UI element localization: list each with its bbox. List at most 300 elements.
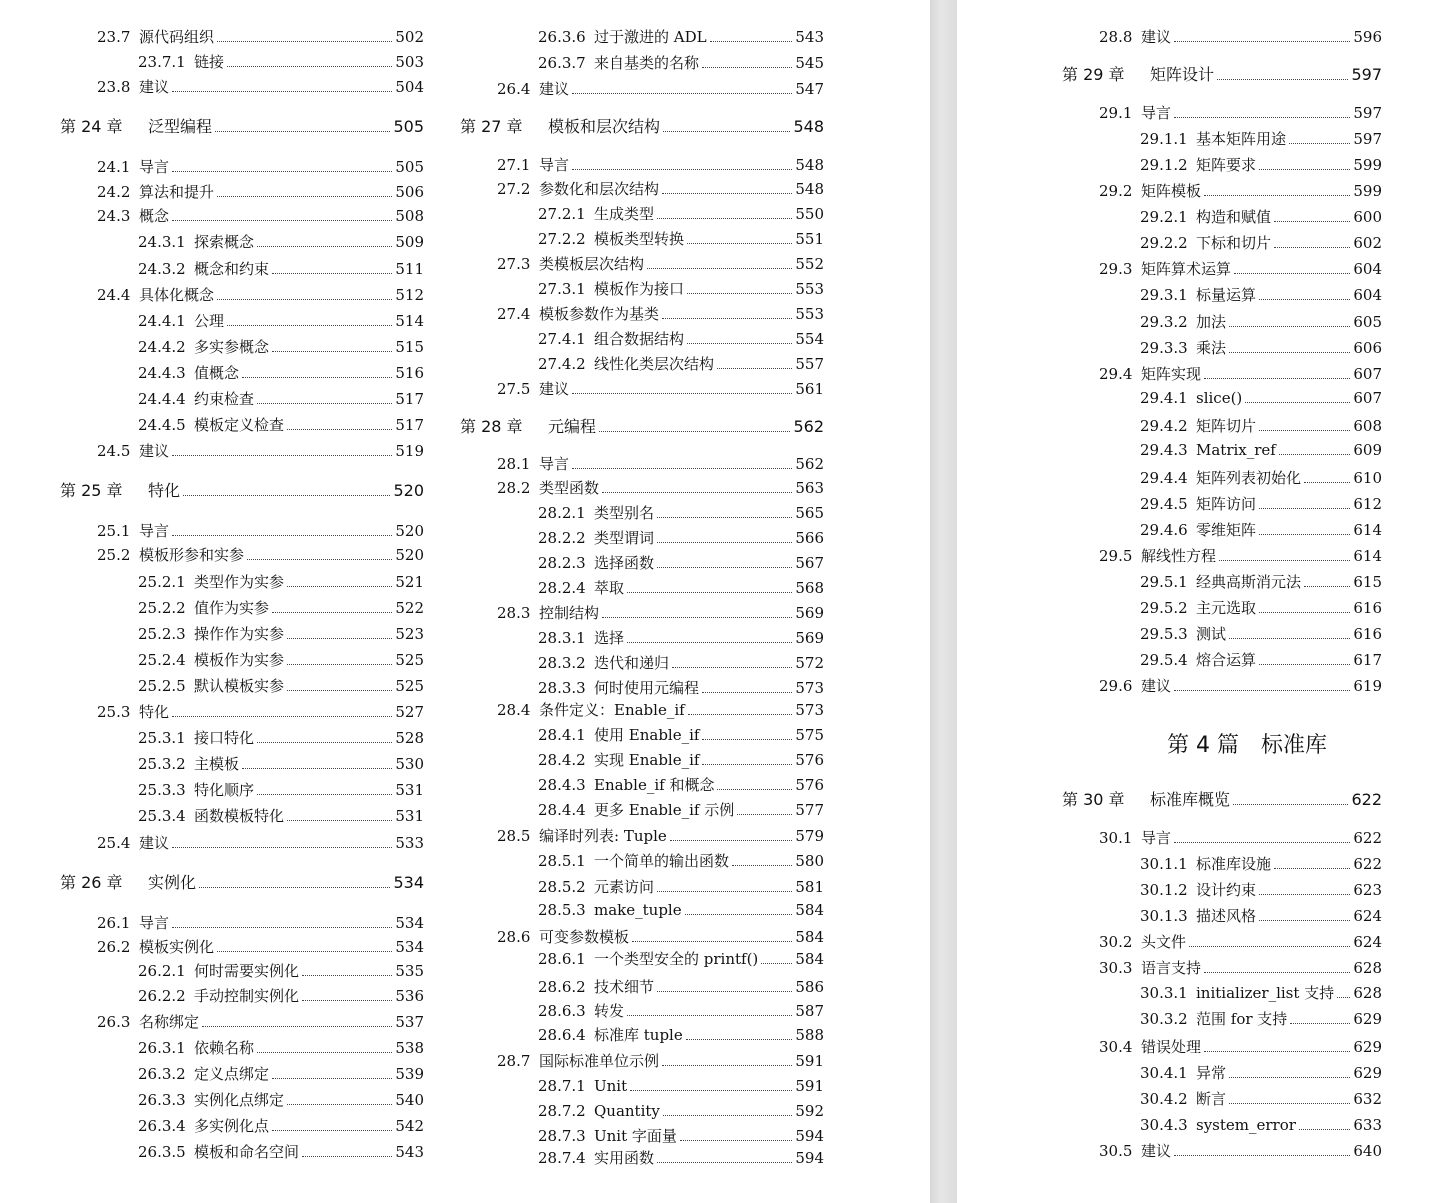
toc-section-entry[interactable] [1062, 1038, 1382, 1056]
toc-entry-number: 28.4.2 [538, 751, 586, 769]
dot-leader [302, 1156, 392, 1157]
toc-section-entry[interactable] [60, 286, 424, 304]
toc-entry-number: 28.7.1 [538, 1077, 586, 1095]
toc-entry-number: 28.2 [497, 479, 531, 497]
toc-entry-title: 名称绑定 [139, 1013, 200, 1031]
toc-entry-number: 30.1.2 [1140, 881, 1188, 899]
toc-section-entry[interactable] [1062, 208, 1382, 226]
toc-entry-number: 28.5.2 [538, 878, 586, 896]
toc-section-entry[interactable] [1062, 339, 1382, 357]
dot-leader [572, 169, 792, 170]
toc-entry-number: 29.4 [1099, 365, 1133, 383]
toc-section-entry[interactable] [60, 546, 424, 564]
dot-leader [1204, 378, 1350, 379]
toc-section-entry[interactable] [460, 878, 824, 896]
dot-leader [272, 273, 392, 274]
toc-entry-title: 导言 [139, 522, 170, 540]
toc-entry-title: 导言 [539, 156, 570, 174]
toc-page-number: 599 [1353, 156, 1382, 174]
toc-entry-title: 更多 Enable_if 示例 [594, 801, 735, 819]
toc-section-entry[interactable] [1062, 1010, 1382, 1028]
toc-entry-number: 29.5.4 [1140, 651, 1188, 669]
toc-page-number: 608 [1353, 417, 1382, 435]
dot-leader [1229, 1103, 1350, 1104]
dot-leader [247, 559, 392, 560]
toc-chapter-entry[interactable] [460, 118, 824, 136]
toc-entry-number: 30.3.2 [1140, 1010, 1188, 1028]
toc-chapter-entry[interactable] [1062, 791, 1382, 809]
toc-page-number: 508 [395, 207, 424, 225]
dot-leader [1304, 586, 1350, 587]
toc-entry-number: 28.5.1 [538, 852, 586, 870]
toc-section-entry[interactable] [1062, 469, 1382, 487]
dot-leader [1204, 195, 1350, 196]
toc-section-entry[interactable] [60, 987, 424, 1005]
toc-section-entry[interactable] [60, 625, 424, 643]
toc-entry-title: 导言 [139, 158, 170, 176]
dot-leader [687, 293, 792, 294]
toc-entry-title: 模板实例化 [139, 938, 215, 956]
toc-section-entry[interactable] [1062, 855, 1382, 873]
toc-entry-title: 模板和命名空间 [194, 1143, 300, 1161]
dot-leader [272, 351, 392, 352]
toc-section-entry[interactable] [1062, 1064, 1382, 1082]
toc-entry-number: 24.4.1 [138, 312, 186, 330]
dot-leader [627, 642, 792, 643]
toc-entry-number: 28.7.2 [538, 1102, 586, 1120]
toc-section-entry[interactable] [1062, 1142, 1382, 1160]
toc-entry-number: 24.4 [97, 286, 131, 304]
toc-chapter-entry[interactable] [60, 118, 424, 136]
toc-entry-number: 24.5 [97, 442, 131, 460]
toc-entry-title: Unit [594, 1077, 628, 1095]
toc-section-entry[interactable] [460, 255, 824, 273]
dot-leader [1274, 221, 1350, 222]
toc-page-number: 609 [1353, 441, 1382, 459]
toc-page-number: 629 [1353, 1010, 1382, 1028]
dot-leader [217, 196, 392, 197]
toc-section-entry[interactable] [460, 156, 824, 174]
dot-leader [627, 1015, 792, 1016]
toc-section-entry[interactable] [60, 183, 424, 201]
toc-section-entry[interactable] [60, 1091, 424, 1109]
toc-section-entry[interactable] [60, 677, 424, 695]
dot-leader [663, 1115, 792, 1116]
toc-section-entry[interactable] [1062, 1116, 1382, 1134]
toc-entry-number: 29.2 [1099, 182, 1133, 200]
toc-section-entry[interactable] [1062, 573, 1382, 591]
toc-chapter-entry[interactable] [60, 482, 424, 500]
toc-section-entry[interactable] [1062, 984, 1382, 1002]
toc-section-entry[interactable] [460, 901, 824, 919]
toc-page-number: 520 [395, 522, 424, 540]
toc-page-number: 531 [395, 781, 424, 799]
toc-entry-title: 条件定义：Enable_if [539, 701, 685, 719]
toc-section-entry[interactable] [460, 1102, 824, 1120]
toc-section-entry[interactable] [460, 180, 824, 198]
toc-section-entry[interactable] [460, 950, 824, 968]
toc-entry-number: 第 30 章 [1062, 790, 1125, 809]
toc-section-entry[interactable] [1062, 907, 1382, 925]
toc-entry-number: 29.5.3 [1140, 625, 1188, 643]
toc-entry-title: 矩阵设计 [1150, 65, 1215, 84]
toc-section-entry[interactable] [1062, 599, 1382, 617]
toc-section-entry[interactable] [60, 1117, 424, 1135]
dot-leader [599, 431, 790, 432]
toc-entry-number: 27.2.2 [538, 230, 586, 248]
toc-page-number: 597 [1353, 130, 1382, 148]
toc-section-entry[interactable] [460, 504, 824, 522]
toc-page-number: 504 [395, 78, 424, 96]
toc-page-number: 628 [1353, 984, 1382, 1002]
dot-leader [172, 220, 392, 221]
toc-section-entry[interactable] [60, 573, 424, 591]
toc-entry-number: 27.5 [497, 380, 531, 398]
toc-page-number: 576 [795, 776, 824, 794]
toc-section-entry[interactable] [1062, 495, 1382, 513]
toc-section-entry[interactable] [60, 338, 424, 356]
toc-page-number: 605 [1353, 313, 1382, 331]
toc-entry-number: 25.3 [97, 703, 131, 721]
toc-section-entry[interactable] [460, 305, 824, 323]
toc-entry-number: 第 29 章 [1062, 65, 1125, 84]
dot-leader [702, 67, 792, 68]
toc-page-number: 591 [795, 1077, 824, 1095]
dot-leader [172, 455, 392, 456]
toc-section-entry[interactable] [460, 1052, 824, 1070]
toc-section-entry[interactable] [1062, 417, 1382, 435]
toc-section-entry[interactable] [60, 651, 424, 669]
toc-entry-number: 28.6.2 [538, 978, 586, 996]
dot-leader [662, 193, 792, 194]
toc-section-entry[interactable] [460, 1149, 824, 1167]
toc-entry-number: 28.4.4 [538, 801, 586, 819]
toc-section-entry[interactable] [60, 442, 424, 460]
toc-entry-title: 矩阵算术运算 [1141, 260, 1232, 278]
toc-section-entry[interactable] [1062, 677, 1382, 695]
toc-page-number: 597 [1353, 104, 1382, 122]
toc-section-entry[interactable] [460, 701, 824, 719]
toc-section-entry[interactable] [60, 807, 424, 825]
toc-page-number: 502 [395, 28, 424, 46]
toc-chapter-entry[interactable] [1062, 66, 1382, 84]
toc-section-entry[interactable] [1062, 389, 1382, 407]
dot-leader [302, 975, 392, 976]
toc-page-number: 515 [395, 338, 424, 356]
toc-section-entry[interactable] [60, 914, 424, 932]
toc-section-entry[interactable] [460, 827, 824, 845]
toc-section-entry[interactable] [460, 751, 824, 769]
toc-section-entry[interactable] [460, 529, 824, 547]
toc-section-entry[interactable] [460, 579, 824, 597]
toc-page-number: 604 [1353, 260, 1382, 278]
toc-page-number: 612 [1353, 495, 1382, 513]
toc-section-entry[interactable] [60, 416, 424, 434]
toc-section-entry[interactable] [1062, 547, 1382, 565]
toc-section-entry[interactable] [60, 78, 424, 96]
toc-entry-number: 28.4 [497, 701, 531, 719]
toc-entry-title: 接口特化 [194, 729, 255, 747]
toc-entry-number: 29.2.1 [1140, 208, 1188, 226]
toc-page-number: 629 [1353, 1038, 1382, 1056]
dot-leader [1229, 638, 1350, 639]
toc-page-number: 505 [393, 117, 424, 136]
dot-leader [1259, 612, 1350, 613]
dot-leader [257, 794, 392, 795]
toc-entry-title: 元素访问 [594, 878, 655, 896]
toc-section-entry[interactable] [1062, 521, 1382, 539]
toc-section-entry[interactable] [460, 28, 824, 46]
toc-section-entry[interactable] [60, 207, 424, 225]
toc-section-entry[interactable] [460, 801, 824, 819]
dot-leader [287, 638, 392, 639]
toc-entry-number: 30.4.3 [1140, 1116, 1188, 1134]
toc-section-entry[interactable] [60, 158, 424, 176]
dot-leader [172, 91, 392, 92]
toc-section-entry[interactable] [60, 781, 424, 799]
toc-section-entry[interactable] [1062, 130, 1382, 148]
toc-entry-title: 操作作为实参 [194, 625, 285, 643]
toc-entry-number: 25.2.5 [138, 677, 186, 695]
toc-section-entry[interactable] [460, 1026, 824, 1044]
dot-leader [670, 840, 793, 841]
toc-section-entry[interactable] [460, 355, 824, 373]
toc-page-number: 628 [1353, 959, 1382, 977]
dot-leader [272, 612, 392, 613]
toc-entry-title: 技术细节 [594, 978, 655, 996]
toc-entry-number: 28.4.1 [538, 726, 586, 744]
toc-entry-title: 矩阵列表初始化 [1196, 469, 1302, 487]
toc-section-entry[interactable] [1062, 625, 1382, 643]
toc-section-entry[interactable] [60, 599, 424, 617]
toc-section-entry[interactable] [460, 978, 824, 996]
toc-entry-title: 导言 [139, 914, 170, 932]
toc-section-entry[interactable] [1062, 881, 1382, 899]
toc-entry-number: 29.4.1 [1140, 389, 1188, 407]
toc-section-entry[interactable] [460, 380, 824, 398]
toc-section-entry[interactable] [460, 852, 824, 870]
toc-section-entry[interactable] [460, 554, 824, 572]
dot-leader [717, 368, 792, 369]
toc-section-entry[interactable] [60, 28, 424, 46]
toc-entry-title: 泛型编程 [148, 117, 213, 136]
toc-page-number: 542 [395, 1117, 424, 1135]
dot-leader [688, 714, 793, 715]
dot-leader [1259, 508, 1350, 509]
toc-entry-number: 24.4.5 [138, 416, 186, 434]
toc-page-number: 614 [1353, 521, 1382, 539]
toc-entry-number: 23.7 [97, 28, 131, 46]
toc-entry-title: 基本矩阵用途 [1196, 130, 1287, 148]
toc-section-entry[interactable] [60, 729, 424, 747]
toc-entry-title: 建议 [139, 442, 170, 460]
toc-entry-title: 建议 [1141, 1142, 1172, 1160]
toc-section-entry[interactable] [60, 390, 424, 408]
dot-leader [647, 268, 792, 269]
toc-page-number: 577 [795, 801, 824, 819]
toc-page-number: 553 [795, 280, 824, 298]
toc-page-number: 632 [1353, 1090, 1382, 1108]
toc-entry-number: 27.4.2 [538, 355, 586, 373]
toc-entry-number: 29.2.2 [1140, 234, 1188, 252]
toc-section-entry[interactable] [1062, 933, 1382, 951]
toc-page-number: 586 [795, 978, 824, 996]
toc-entry-number: 26.3.1 [138, 1039, 186, 1057]
dot-leader [717, 789, 792, 790]
toc-entry-number: 25.2.2 [138, 599, 186, 617]
toc-page-number: 562 [793, 417, 824, 436]
toc-entry-number: 23.7.1 [138, 53, 186, 71]
toc-entry-number: 28.3.3 [538, 679, 586, 697]
toc-section-entry[interactable] [460, 1127, 824, 1145]
toc-section-entry[interactable] [460, 654, 824, 672]
toc-section-entry[interactable] [1062, 260, 1382, 278]
toc-page-number: 594 [795, 1149, 824, 1167]
toc-page-number: 619 [1353, 677, 1382, 695]
toc-page-number: 575 [795, 726, 824, 744]
toc-page-number: 597 [1351, 65, 1382, 84]
toc-section-entry[interactable] [60, 260, 424, 278]
toc-section-entry[interactable] [60, 1013, 424, 1031]
toc-section-entry[interactable] [460, 80, 824, 98]
toc-entry-title: 何时使用元编程 [594, 679, 700, 697]
toc-entry-title: 建议 [1141, 677, 1172, 695]
toc-page-number: 538 [395, 1039, 424, 1057]
toc-entry-title: 矩阵模板 [1141, 182, 1202, 200]
toc-entry-title: 值概念 [194, 364, 240, 382]
dot-leader [172, 535, 392, 536]
toc-section-entry[interactable] [460, 455, 824, 473]
toc-section-entry[interactable] [1062, 182, 1382, 200]
dot-leader [1259, 894, 1350, 895]
dot-leader [686, 1039, 793, 1040]
toc-page-number: 580 [795, 852, 824, 870]
toc-entry-title: 特化顺序 [194, 781, 255, 799]
toc-section-entry[interactable] [60, 1143, 424, 1161]
dot-leader [1337, 997, 1350, 998]
dot-leader [702, 739, 792, 740]
toc-section-entry[interactable] [460, 726, 824, 744]
toc-section-entry[interactable] [460, 330, 824, 348]
toc-section-entry[interactable] [60, 53, 424, 71]
toc-entry-number: 29.1.1 [1140, 130, 1188, 148]
toc-entry-number: 26.3.4 [138, 1117, 186, 1135]
toc-section-entry[interactable] [60, 312, 424, 330]
toc-section-entry[interactable] [60, 233, 424, 251]
toc-entry-title: 断言 [1196, 1090, 1227, 1108]
toc-section-entry[interactable] [460, 629, 824, 647]
dot-leader [199, 887, 390, 888]
toc-section-entry[interactable] [60, 938, 424, 956]
toc-entry-title: make_tuple [594, 901, 682, 919]
toc-page-number: 525 [395, 651, 424, 669]
toc-entry-title: 何时需要实例化 [194, 962, 300, 980]
dot-leader [1217, 79, 1348, 80]
toc-chapter-entry[interactable] [60, 874, 424, 892]
dot-leader [572, 93, 792, 94]
toc-entry-number: 25.1 [97, 522, 131, 540]
toc-entry-title: Enable_if 和概念 [594, 776, 715, 794]
toc-entry-number: 29.5.1 [1140, 573, 1188, 591]
toc-entry-number: 26.3.3 [138, 1091, 186, 1109]
toc-page-number: 512 [395, 286, 424, 304]
toc-section-entry[interactable] [460, 679, 824, 697]
toc-section-entry[interactable] [1062, 28, 1382, 46]
toc-entry-number: 30.1.1 [1140, 855, 1188, 873]
toc-section-entry[interactable] [460, 604, 824, 622]
toc-section-entry[interactable] [1062, 365, 1382, 383]
toc-section-entry[interactable] [460, 280, 824, 298]
toc-entry-number: 25.3.3 [138, 781, 186, 799]
toc-entry-number: 27.4.1 [538, 330, 586, 348]
dot-leader [183, 495, 390, 496]
toc-section-entry[interactable] [1062, 651, 1382, 669]
toc-section-entry[interactable] [1062, 441, 1382, 459]
toc-entry-number: 30.4.1 [1140, 1064, 1188, 1082]
toc-section-entry[interactable] [460, 1077, 824, 1095]
toc-page-number: 569 [795, 604, 824, 622]
toc-section-entry[interactable] [60, 364, 424, 382]
toc-section-entry[interactable] [60, 522, 424, 540]
toc-section-entry[interactable] [1062, 1090, 1382, 1108]
toc-section-entry[interactable] [60, 755, 424, 773]
dot-leader [287, 1104, 392, 1105]
toc-section-entry[interactable] [1062, 829, 1382, 847]
toc-section-entry[interactable] [460, 928, 824, 946]
dot-leader [242, 377, 392, 378]
toc-entry-number: 26.3.2 [138, 1065, 186, 1083]
toc-entry-title: 实例化 [148, 873, 197, 892]
toc-section-entry[interactable] [1062, 104, 1382, 122]
toc-section-entry[interactable] [460, 776, 824, 794]
toc-section-entry[interactable] [60, 962, 424, 980]
toc-section-entry[interactable] [1062, 286, 1382, 304]
toc-page-number: 520 [395, 546, 424, 564]
toc-entry-title: slice() [1196, 389, 1243, 407]
toc-entry-title: 实例化点绑定 [194, 1091, 285, 1109]
toc-section-entry[interactable] [1062, 234, 1382, 252]
toc-section-entry[interactable] [460, 1002, 824, 1020]
toc-page-number: 594 [795, 1127, 824, 1145]
toc-section-entry[interactable] [60, 1039, 424, 1057]
toc-section-entry[interactable] [460, 54, 824, 72]
toc-chapter-entry[interactable] [460, 418, 824, 436]
dot-leader [761, 963, 792, 964]
toc-section-entry[interactable] [60, 703, 424, 721]
toc-page-number: 553 [795, 305, 824, 323]
toc-entry-number: 30.4.2 [1140, 1090, 1188, 1108]
toc-section-entry[interactable] [460, 479, 824, 497]
toc-entry-title: 语言支持 [1141, 959, 1202, 977]
toc-entry-number: 28.3.2 [538, 654, 586, 672]
toc-page-number: 587 [795, 1002, 824, 1020]
toc-entry-number: 29.1.2 [1140, 156, 1188, 174]
toc-page-number: 521 [395, 573, 424, 591]
toc-entry-title: 模板作为实参 [194, 651, 285, 669]
toc-section-entry[interactable] [1062, 959, 1382, 977]
toc-page-number: 606 [1353, 339, 1382, 357]
toc-section-entry[interactable] [1062, 156, 1382, 174]
toc-section-entry[interactable] [460, 230, 824, 248]
toc-section-entry[interactable] [1062, 313, 1382, 331]
toc-section-entry[interactable] [60, 1065, 424, 1083]
dot-leader [1204, 1051, 1350, 1052]
toc-section-entry[interactable] [460, 205, 824, 223]
toc-section-entry[interactable] [60, 834, 424, 852]
toc-page-number: 565 [795, 504, 824, 522]
toc-entry-number: 27.3.1 [538, 280, 586, 298]
toc-entry-title: 主模板 [194, 755, 240, 773]
